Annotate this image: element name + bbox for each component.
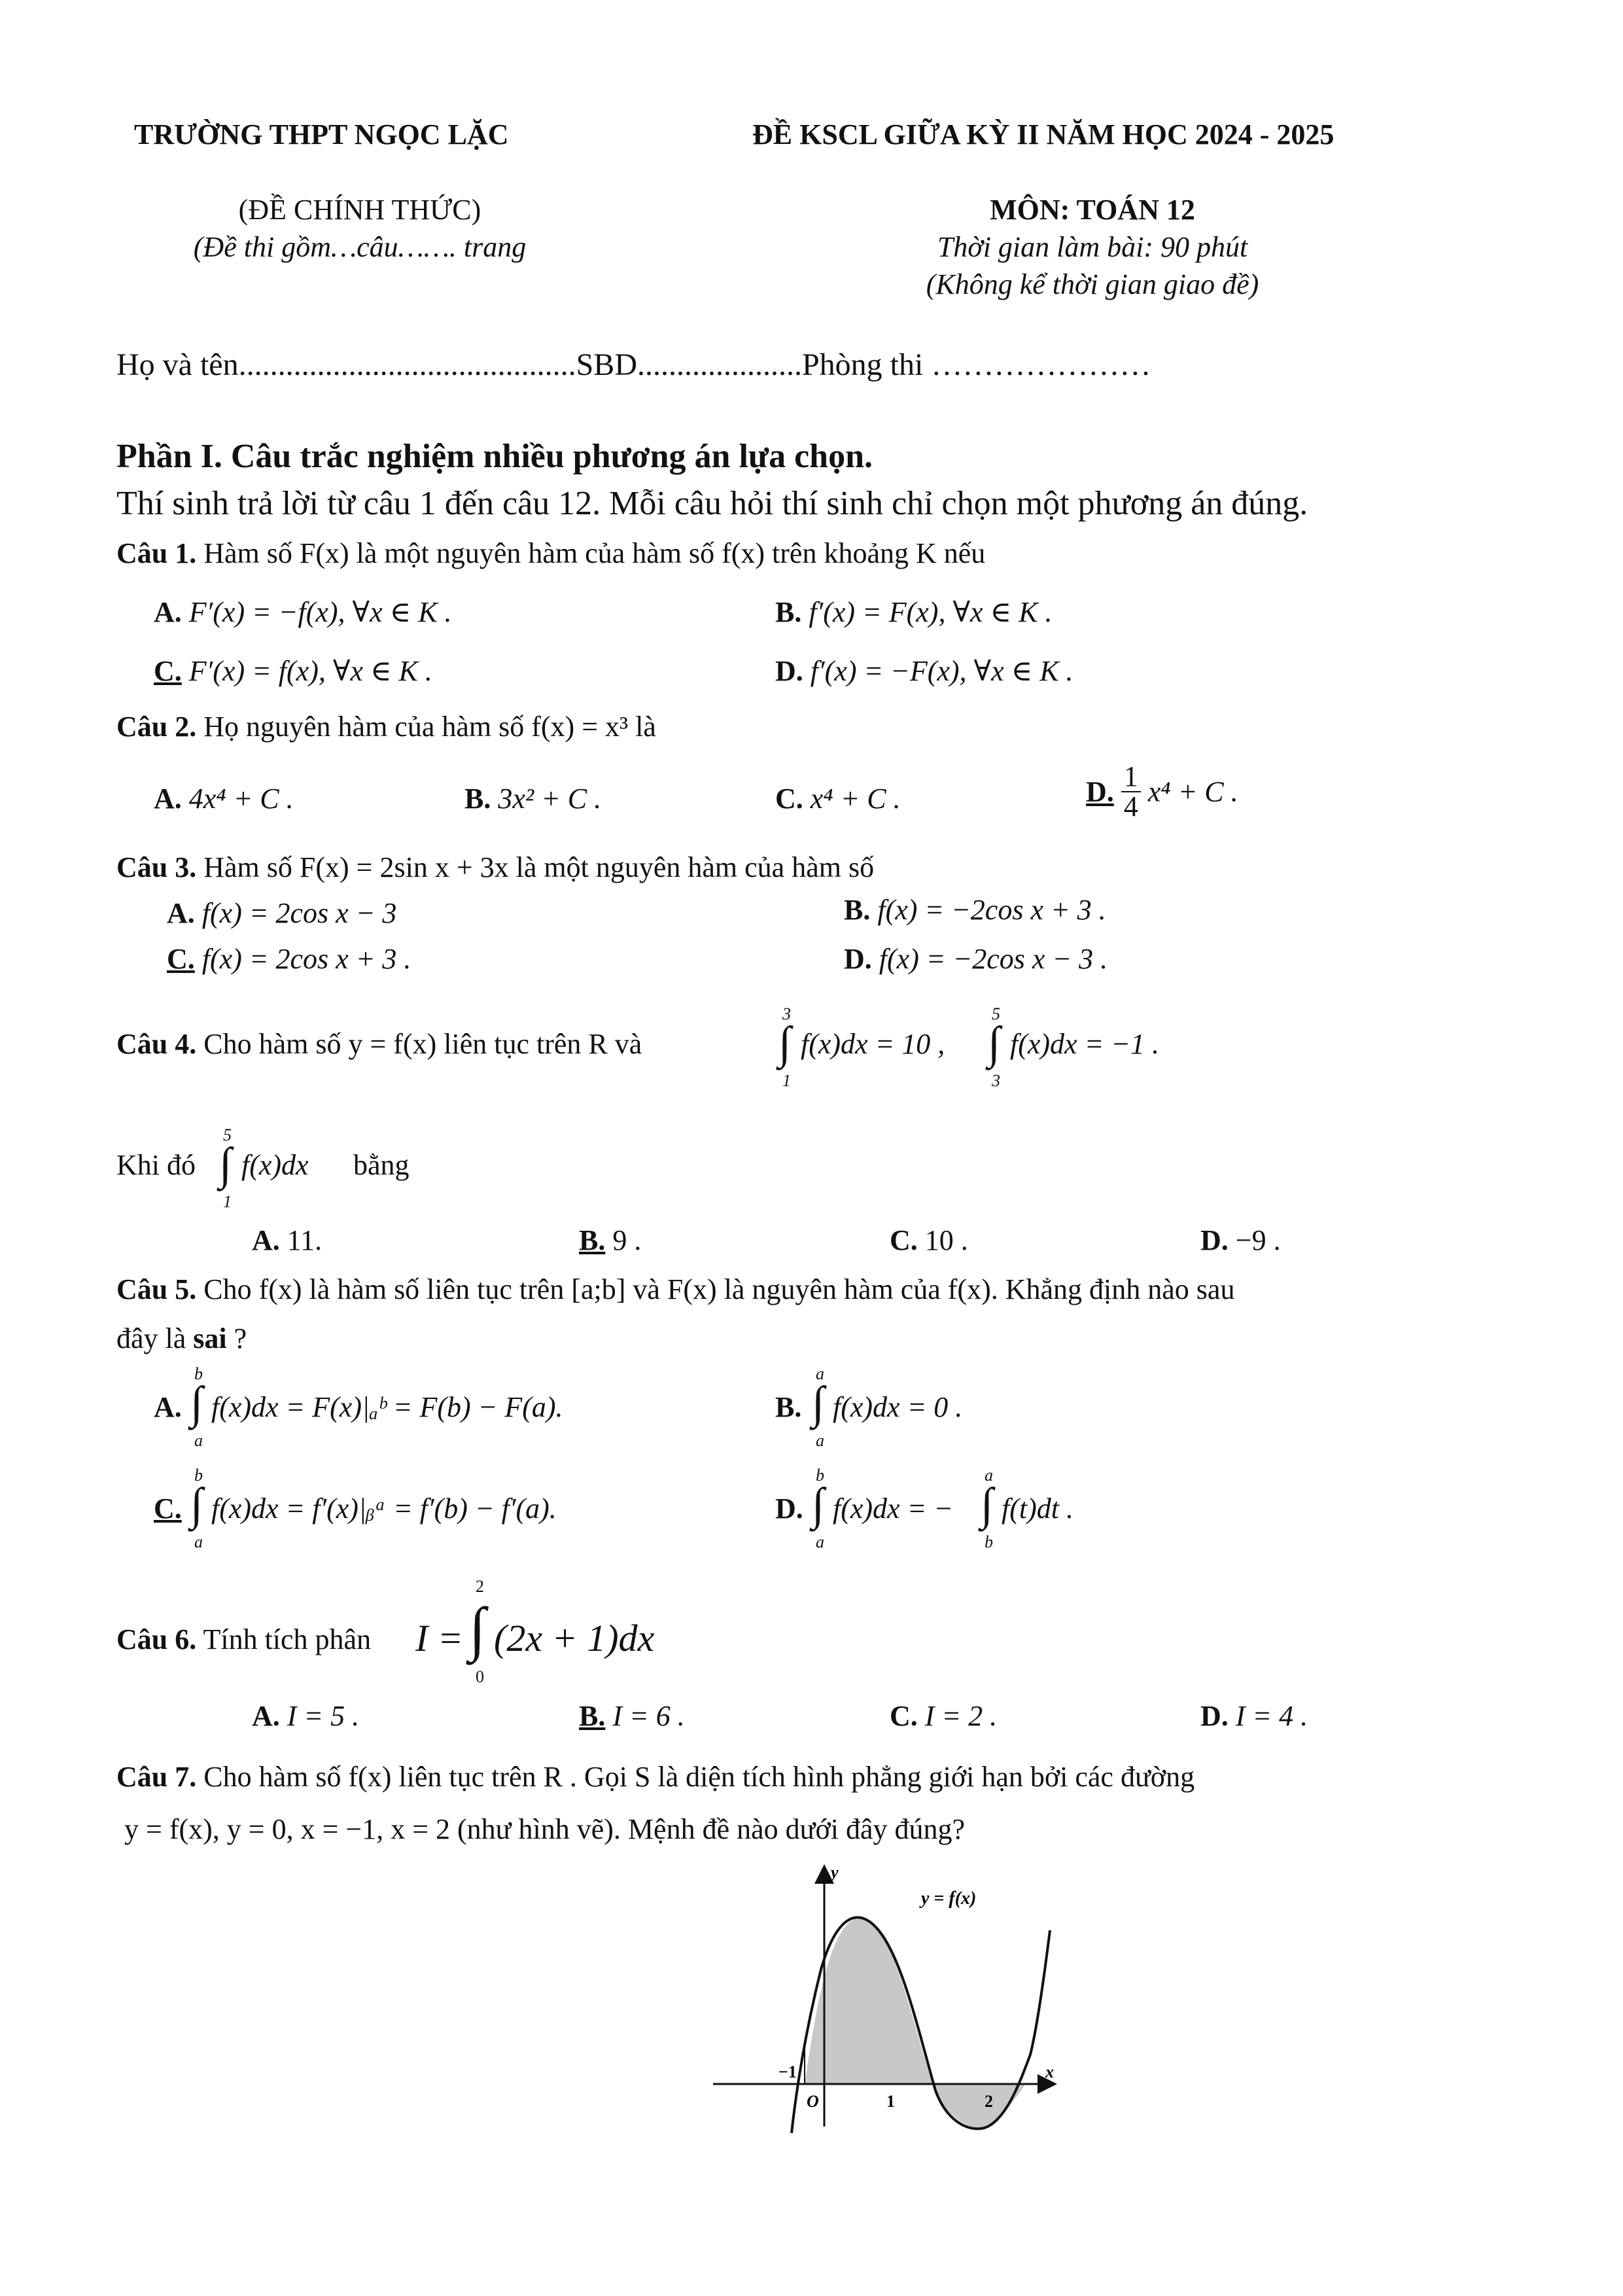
integral-sign: ∫: [778, 1018, 792, 1069]
upper-limit: 5: [223, 1125, 232, 1144]
origin-label: O: [807, 2092, 819, 2111]
integral-variable: I =: [415, 1617, 463, 1659]
duration-label: Thời gian làm bài: 90 phút: [937, 231, 1248, 263]
upper-limit: 2: [476, 1577, 484, 1596]
option-text: I = 2 .: [924, 1700, 998, 1732]
option-text: I = 6 .: [612, 1700, 685, 1732]
q6-option-b[interactable]: [579, 1699, 685, 1733]
integrand: f(x)dx: [241, 1149, 309, 1181]
option-text: f(x)dx = f′(x)|ᵦᵃ = f′(b) − f′(a).: [211, 1492, 557, 1525]
numerator: 1: [1121, 762, 1141, 792]
y-axis-label: y: [831, 1863, 839, 1882]
q6-option-d[interactable]: [1200, 1699, 1308, 1733]
option-letter: D.: [1200, 1700, 1229, 1732]
shaded-region-negative: [932, 2084, 1026, 2128]
option-text: f(x) = −2cos x + 3 .: [877, 894, 1106, 926]
option-letter: D.: [1086, 775, 1114, 808]
q4-text2: Khi đó: [116, 1149, 196, 1181]
option-letter: B.: [775, 1391, 802, 1423]
integral-sign: ∫: [469, 1595, 486, 1662]
option-text: F′(x) = −f(x), ∀x ∈ K .: [188, 596, 452, 628]
lower-limit: 1: [223, 1192, 232, 1211]
option-text: f(x) = 2cos x − 3: [201, 897, 397, 929]
option-letter: C.: [167, 943, 195, 975]
tick-label-neg1: −1: [778, 2062, 797, 2081]
question-label: Câu 6.: [116, 1623, 197, 1655]
part-title: Phần I. Câu trắc nghiệm nhiều phương án lựa chọn.: [116, 438, 873, 475]
upper-limit: 5: [992, 1004, 1000, 1023]
q1-option-b[interactable]: [775, 595, 1052, 629]
exam-title: ĐỀ KSCL GIỮA KỲ II NĂM HỌC 2024 - 2025: [752, 118, 1335, 150]
lower-limit: 1: [782, 1071, 791, 1090]
integrand: f(x)dx = −1 .: [1010, 1028, 1159, 1060]
q2-option-a[interactable]: [154, 782, 294, 815]
q4-text3: bằng: [353, 1149, 410, 1181]
option-letter: D.: [1200, 1224, 1229, 1256]
question-text: Hàm số F(x) = 2sin x + 3x là một nguyên hàm của hàm số: [203, 851, 875, 883]
q1-option-c[interactable]: [154, 654, 432, 688]
area-graph: [700, 1858, 1066, 2133]
option-text: f(x) = −2cos x − 3 .: [879, 943, 1108, 975]
option-letter: C.: [775, 783, 803, 815]
question-text: Cho f(x) là hàm số liên tục trên [a;b] và F(x) là nguyên hàm của f(x). Khẳng định nào sau: [203, 1273, 1235, 1305]
q3-option-c[interactable]: [167, 942, 411, 976]
question-text: Hàm số F(x) là một nguyên hàm của hàm số f(x) trên khoảng K nếu: [203, 537, 986, 569]
integral-sign: ∫: [190, 1479, 203, 1530]
option-letter: C.: [154, 655, 182, 687]
question-2: [116, 710, 656, 743]
part-instruction: Thí sinh trả lời từ câu 1 đến câu 12. Mỗi câu hỏi thí sinh chỉ chọn một phương án đúng.: [116, 485, 1308, 522]
option-letter: B.: [775, 596, 802, 628]
option-letter: D.: [775, 655, 803, 687]
option-letter: B.: [464, 783, 491, 815]
integral-sign: ∫: [988, 1018, 1001, 1069]
integrand: (2x + 1)dx: [494, 1617, 655, 1659]
question-7-line2: y = f(x), y = 0, x = −1, x = 2 (như hình vẽ). Mệnh đề nào dưới đây đúng?: [124, 1813, 966, 1845]
question-label: Câu 5.: [116, 1273, 197, 1305]
option-text: F′(x) = f(x), ∀x ∈ K .: [188, 655, 432, 687]
integral-sign: ∫: [812, 1378, 825, 1428]
option-text: −9 .: [1235, 1224, 1281, 1256]
option-text: 11.: [287, 1224, 323, 1256]
tick-label-2: 2: [985, 2092, 993, 2111]
option-text: I = 5 .: [287, 1700, 360, 1732]
option-text: f(t)dt .: [1002, 1492, 1073, 1525]
option-letter: A.: [154, 783, 182, 815]
option-letter: A.: [167, 897, 195, 929]
option-text: x⁴ + C .: [810, 783, 901, 815]
option-letter: D.: [844, 943, 872, 975]
question-5-line2: [116, 1322, 247, 1355]
integral-sign: ∫: [219, 1139, 232, 1190]
integrand: f(x)dx = 10 ,: [801, 1028, 945, 1060]
option-letter: A.: [252, 1700, 280, 1732]
q3-option-b[interactable]: [844, 893, 1106, 927]
q5-option-d[interactable]: D. b ∫ a f(x)dx = − a ∫ b f(t)dt .: [775, 1466, 1073, 1551]
option-text: 9 .: [612, 1224, 642, 1256]
integral-sign: ∫: [812, 1479, 825, 1530]
question-6: [116, 1623, 371, 1656]
curve-label: y = f(x): [921, 1888, 977, 1909]
question-label: Câu 1.: [116, 537, 197, 569]
school-name: TRƯỜNG THPT NGỌC LẶC: [134, 118, 509, 150]
question-text: Họ nguyên hàm của hàm số f(x) = x³ là: [203, 711, 656, 743]
option-letter: B.: [579, 1224, 606, 1256]
q4-option-b[interactable]: [579, 1224, 641, 1257]
question-5: [116, 1273, 1234, 1306]
denominator: 4: [1123, 790, 1138, 822]
lower-limit: 0: [476, 1667, 484, 1686]
exam-page: TRƯỜNG THPT NGỌC LẶC ĐỀ KSCL GIỮA KỲ II NĂM HỌC 2024 - 2025 (ĐỀ CHÍNH THỨC) (Đề thi gồm…câu……. trang MÔN: TOÁN 12 Thời gian làm bài: 90 phút (Không kể thời gian giao đề) Họ và tên...........................................SBD.....................Phòng thi ………………… Phần I. Câu trắc nghiệm nhiều phương án lựa chọn. Thí sinh trả lời từ câu 1 đến câu 12. Mỗi câu hỏi thí sinh chỉ chọn một phương án đúng. Câu 1. Hàm số F(x) là một nguyên hàm của hàm số f(x) trên khoảng K nếu A. F′(x) = −f(x), ∀x ∈ K . B. f′(x) = F(x), ∀x ∈ K . C. F′(x) = f(x), ∀x ∈ K . D. f′(x) = −F(x), ∀x ∈ K . Câu 2. Họ nguyên hàm của hàm số f(x) = x³ là A. 4x⁴ + C . B. 3x² + C . C. x⁴ + C . D. $\frac{1}{4}$ x⁴ + C . Câu 3. Hàm số F(x) = 2sin x + 3x là một nguyên hàm của hàm số A. f(x) = 2cos x − 3 B. f(x) = −2cos x + 3 . C. f(x) = 2cos x + 3 . D. f(x) = −2cos x − 3 . Câu 4. Cho hàm số y = f(x) liên tục trên R và 3 ∫ 1 f(x)dx = 10 , 5 ∫ 3 f(x)dx = −1 . Khi đó 5 ∫ 1 f(x)dx bằng A. 11. B. 9 . C. 10 . D. −9 . Câu 5. Cho f(x) là hàm số liên tục trên [a;b] và F(x) là nguyên hàm của f(x). Khẳng định nào sau đây là sai ? A. b ∫ a f(x)dx = F(x)|ₐᵇ = F(b) − F(a). B. a ∫ a f(x)dx = 0 . C. b ∫ a f(x)dx = f′(x)|ᵦᵃ = f′(b) − f′(a). D. b ∫ a f(x)dx = − a ∫ b f(t)dt . Câu 6. Tính tích phân I = 2 ∫ 0 (2x + 1)dx A. I = 5 . B. I = 6 . C. I = 2 . D. I = 4 . Câu 7. Cho hàm số f(x) liên tục trên R . Gọi S là diện tích hình phẳng giới hạn bởi các đường y = f(x), y = 0, x = −1, x = 2 (như hình vẽ). Mệnh đề nào dưới đây đúng? y x y = f(x) O −1 1 2: [0, 0, 1623, 2296]
question-text: Tính tích phân: [203, 1623, 372, 1655]
q2-option-c[interactable]: [775, 782, 901, 815]
option-text: f(x) = 2cos x + 3 .: [201, 943, 411, 975]
lower-limit: 3: [992, 1071, 1000, 1090]
option-text: f′(x) = F(x), ∀x ∈ K .: [809, 596, 1053, 628]
option-text: f(x)dx = −: [833, 1492, 953, 1525]
subject-label: MÔN: TOÁN 12: [990, 194, 1195, 226]
fraction: [1121, 762, 1141, 821]
question-text: ?: [226, 1322, 247, 1354]
q1-option-d[interactable]: [775, 654, 1073, 688]
duration-note: (Không kể thời gian giao đề): [926, 268, 1259, 300]
option-text: x⁴ + C .: [1147, 775, 1238, 808]
option-letter: A.: [154, 1391, 182, 1423]
question-1: [116, 537, 985, 570]
q6-option-c[interactable]: [890, 1699, 997, 1733]
emphasis-word: sai: [193, 1322, 227, 1354]
official-label: (ĐỀ CHÍNH THỨC): [238, 194, 481, 226]
integral-sign: ∫: [190, 1378, 203, 1428]
q2-option-d[interactable]: [1086, 762, 1238, 821]
candidate-info-line: Họ và tên...........................................SBD.....................Phòng thi …………………: [116, 347, 1151, 382]
tick-label-1: 1: [886, 2092, 895, 2111]
q4-option-d[interactable]: [1200, 1224, 1281, 1257]
question-text: Cho hàm số y = f(x) liên tục trên R và: [203, 1028, 642, 1060]
q6-integral: [415, 1577, 677, 1688]
option-letter: D.: [775, 1492, 803, 1525]
option-text: 3x² + C .: [498, 783, 602, 815]
question-label: Câu 7.: [116, 1761, 197, 1793]
question-text: đây là: [116, 1322, 194, 1354]
option-text: f(x)dx = 0 .: [833, 1391, 963, 1423]
q3-option-a[interactable]: [167, 896, 396, 930]
option-letter: A.: [154, 596, 182, 628]
option-letter: A.: [252, 1224, 280, 1256]
q1-option-a[interactable]: [154, 595, 452, 629]
question-7: [116, 1760, 1195, 1793]
option-text: f(x)dx = F(x)|ₐᵇ = F(b) − F(a).: [211, 1391, 563, 1423]
q4-option-c[interactable]: [890, 1224, 968, 1257]
option-text: f′(x) = −F(x), ∀x ∈ K .: [810, 655, 1073, 687]
upper-limit: 3: [782, 1004, 791, 1023]
integral-sign: ∫: [981, 1479, 994, 1530]
option-text: I = 4 .: [1235, 1700, 1308, 1732]
option-text: 10 .: [924, 1224, 968, 1256]
question-3: [116, 851, 874, 884]
option-letter: C.: [890, 1224, 918, 1256]
pages-note: (Đề thi gồm…câu……. trang: [193, 231, 527, 263]
option-letter: B.: [579, 1700, 606, 1732]
q6-option-a[interactable]: [252, 1699, 359, 1733]
q4-option-a[interactable]: [252, 1224, 322, 1257]
option-letter: C.: [890, 1700, 918, 1732]
option-letter: C.: [154, 1492, 182, 1525]
q3-option-d[interactable]: [844, 942, 1108, 976]
question-label: Câu 4.: [116, 1028, 197, 1060]
x-axis-label: x: [1045, 2062, 1054, 2081]
option-text: 4x⁴ + C .: [188, 783, 294, 815]
question-4: [116, 1027, 642, 1061]
question-label: Câu 3.: [116, 851, 197, 883]
q2-option-b[interactable]: [464, 782, 601, 815]
option-letter: B.: [844, 894, 871, 926]
question-label: Câu 2.: [116, 711, 197, 743]
question-text: Cho hàm số f(x) liên tục trên R . Gọi S là diện tích hình phẳng giới hạn bởi các đường: [203, 1761, 1195, 1793]
